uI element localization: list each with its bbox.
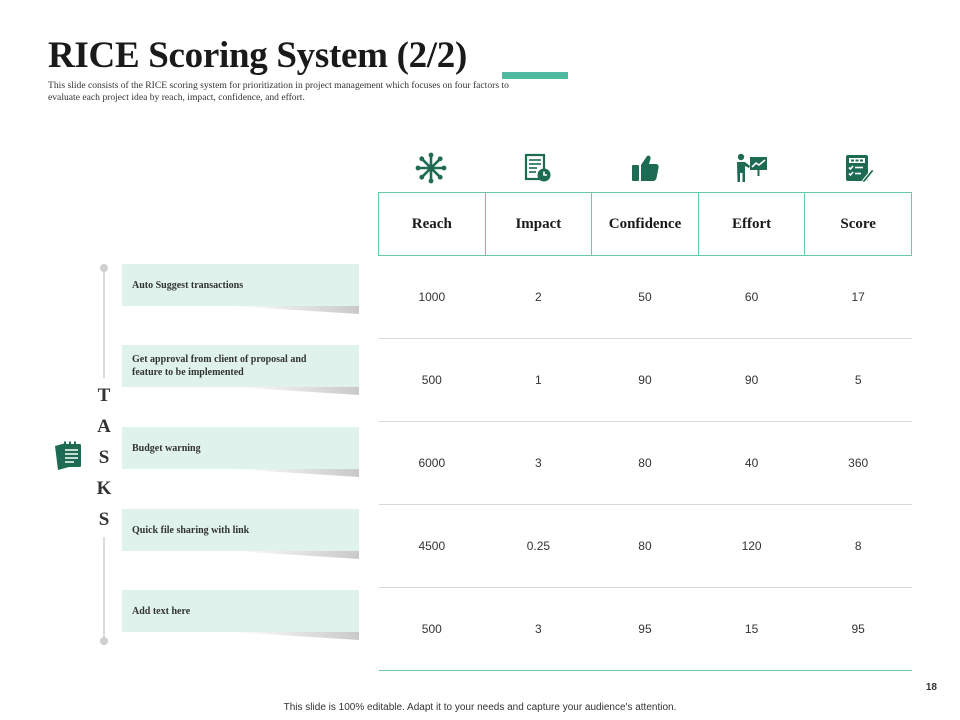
thumbs-up-icon xyxy=(592,148,699,188)
task-box xyxy=(122,264,359,306)
cell-confidence: 80 xyxy=(592,422,699,505)
cell-impact: 0.25 xyxy=(485,505,592,588)
cell-impact: 3 xyxy=(485,422,592,505)
task-label: Quick file sharing with link xyxy=(132,524,250,536)
cell-reach: 1000 xyxy=(379,256,486,339)
task-shadow xyxy=(232,387,359,395)
cell-score: 8 xyxy=(805,505,912,588)
task-item xyxy=(122,590,359,632)
cell-effort: 90 xyxy=(698,339,805,422)
footer-note: This slide is 100% editable. Adapt it to your needs and capture your audience's attention. xyxy=(283,702,677,713)
header-confidence: Confidence xyxy=(592,193,699,256)
cell-impact: 1 xyxy=(485,339,592,422)
cell-reach: 500 xyxy=(379,588,486,671)
task-shadow xyxy=(232,551,359,559)
header-score: Score xyxy=(805,193,912,256)
table-header-row xyxy=(379,193,912,256)
cell-score: 95 xyxy=(805,588,912,671)
timeline-bottom-dot xyxy=(100,637,108,645)
cell-effort: 120 xyxy=(698,505,805,588)
cell-reach: 500 xyxy=(379,339,486,422)
cell-reach: 6000 xyxy=(379,422,486,505)
table-row xyxy=(379,256,912,339)
header-impact: Impact xyxy=(485,193,592,256)
cell-effort: 15 xyxy=(698,588,805,671)
task-item xyxy=(122,345,359,387)
page-title: RICE Scoring System (2/2) xyxy=(48,35,468,76)
cell-confidence: 50 xyxy=(592,256,699,339)
table-row xyxy=(379,505,912,588)
rice-table xyxy=(378,192,912,671)
cell-effort: 40 xyxy=(698,422,805,505)
table-row xyxy=(379,422,912,505)
cell-effort: 60 xyxy=(698,256,805,339)
cell-score: 5 xyxy=(805,339,912,422)
cell-confidence: 95 xyxy=(592,588,699,671)
task-box xyxy=(122,509,359,551)
cell-score: 17 xyxy=(805,256,912,339)
title-accent-bar xyxy=(502,72,568,79)
cell-impact: 3 xyxy=(485,588,592,671)
tasks-letter: K xyxy=(96,478,112,499)
tasks-letter: S xyxy=(98,447,110,468)
network-asterisk-icon xyxy=(378,148,485,188)
page-subtitle: This slide consists of the RICE scoring system for prioritization in project management which focuses on four factors to evaluate each project idea by reach, impact, confidence, and effort. xyxy=(48,80,509,103)
task-label: Budget warning xyxy=(132,442,201,454)
task-label: Get approval from client of proposal and feature to be implemented xyxy=(132,354,307,378)
task-label: Auto Suggest transactions xyxy=(132,279,244,291)
cell-confidence: 90 xyxy=(592,339,699,422)
task-shadow xyxy=(232,469,359,477)
header-reach: Reach xyxy=(379,193,486,256)
page-number: 18 xyxy=(925,682,937,693)
presenter-chart-icon xyxy=(698,148,805,188)
header-effort: Effort xyxy=(698,193,805,256)
task-box xyxy=(122,590,359,632)
cell-confidence: 80 xyxy=(592,505,699,588)
tasks-letter: A xyxy=(97,416,111,437)
table-row xyxy=(379,588,912,671)
scorecard-checklist-icon xyxy=(805,148,912,188)
tasks-letter: T xyxy=(97,385,111,406)
notepad-icon xyxy=(52,440,84,475)
task-box xyxy=(122,345,359,387)
report-clock-icon xyxy=(485,148,592,188)
cell-score: 360 xyxy=(805,422,912,505)
cell-impact: 2 xyxy=(485,256,592,339)
task-shadow xyxy=(232,632,359,640)
timeline-top-dot xyxy=(100,264,108,272)
tasks-letter: S xyxy=(98,509,110,530)
task-box xyxy=(122,427,359,469)
task-shadow xyxy=(232,306,359,314)
task-item xyxy=(122,264,359,306)
task-label: Add text here xyxy=(132,605,191,617)
task-item xyxy=(122,509,359,551)
table-row xyxy=(379,339,912,422)
tasks-vertical-label xyxy=(88,378,120,537)
cell-reach: 4500 xyxy=(379,505,486,588)
column-icons-row xyxy=(378,148,912,188)
task-item xyxy=(122,427,359,469)
